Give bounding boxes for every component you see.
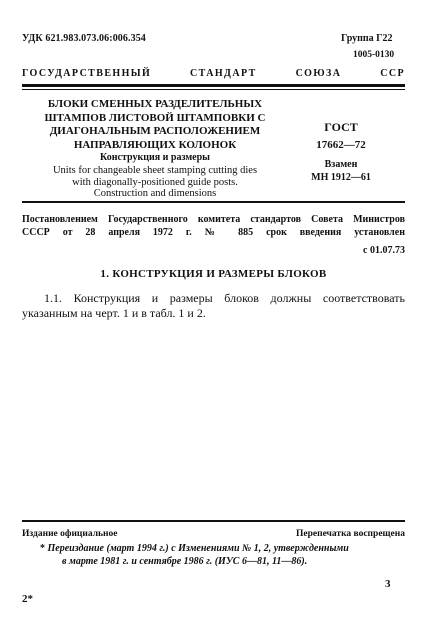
standard-banner: ГОСУДАРСТВЕННЫЙ СТАНДАРТ СОЮЗА ССР [22,68,405,79]
title-en [40,165,270,200]
title-en-line: with diagonally-positioned guide posts. [72,176,238,188]
footer-rule [22,520,405,522]
header-rule-thin [22,89,405,90]
page-number: 3 [385,578,391,590]
decree-line: Постановлением Государственного комитета стандартов Совета Министров [22,214,405,225]
gost-number: 17662—72 [316,139,366,151]
udk-code: УДК 621.983.073.06:006.354 [22,33,146,44]
title-en-line: Units for changeable sheet stamping cutting dies [52,165,258,176]
title-ru-line: ШТАМПОВ ЛИСТОВОЙ ШТАМПОВКИ С [44,111,266,124]
section-title: 1. КОНСТРУКЦИЯ И РАЗМЕРЫ БЛОКОВ [100,268,327,280]
decree-text [22,213,405,239]
title-ru-line: БЛОКИ СМЕННЫХ РАЗДЕЛИТЕЛЬНЫХ [47,98,263,110]
decree-line: СССР от 28 апреля 1972 г. № 885 срок введения установлен [22,227,405,238]
reissue-note-text: Переиздание (март 1994 г.) с Изменениями № 1, 2, утвержденными [47,543,349,554]
gost-label: ГОСТ [324,120,358,134]
official-edition-label: Издание официальное [22,529,118,539]
reissue-note-line: в марте 1981 г. и сентябре 1986 г. (ИУС 6—81, 11—86). [62,556,308,567]
reissue-note [40,542,390,568]
subtitle-ru: Конструкция и размеры [100,152,210,163]
effective-date: с 01.07.73 [363,245,405,256]
body-paragraph: 1.1. Конструкция и размеры блоков должны соответствовать указанным на черт. 1 и в табл. 1 и 2. [22,291,405,320]
title-ru [40,98,270,152]
reprint-prohibited-label: Перепечатка воспрещена [295,529,405,539]
decree-rule [22,201,405,203]
title-ru-line: НАПРАВЛЯЮЩИХ КОЛОНОК [73,138,237,151]
header-rule-thick [22,84,405,87]
printer-signature: 2* [22,593,33,605]
title-ru-line: ДИАГОНАЛЬНЫМ РАСПОЛОЖЕНИЕМ [49,125,261,137]
replaces-label: Взамен [324,159,358,170]
footnote-star: * [40,543,45,554]
reissue-note-line [40,542,390,555]
okstu-code: 1005-0130 [353,50,395,60]
group-code: Группа Г22 [341,33,393,44]
title-en-line: Construction and dimensions [93,188,217,199]
replaces-value: МН 1912—61 [311,172,371,183]
